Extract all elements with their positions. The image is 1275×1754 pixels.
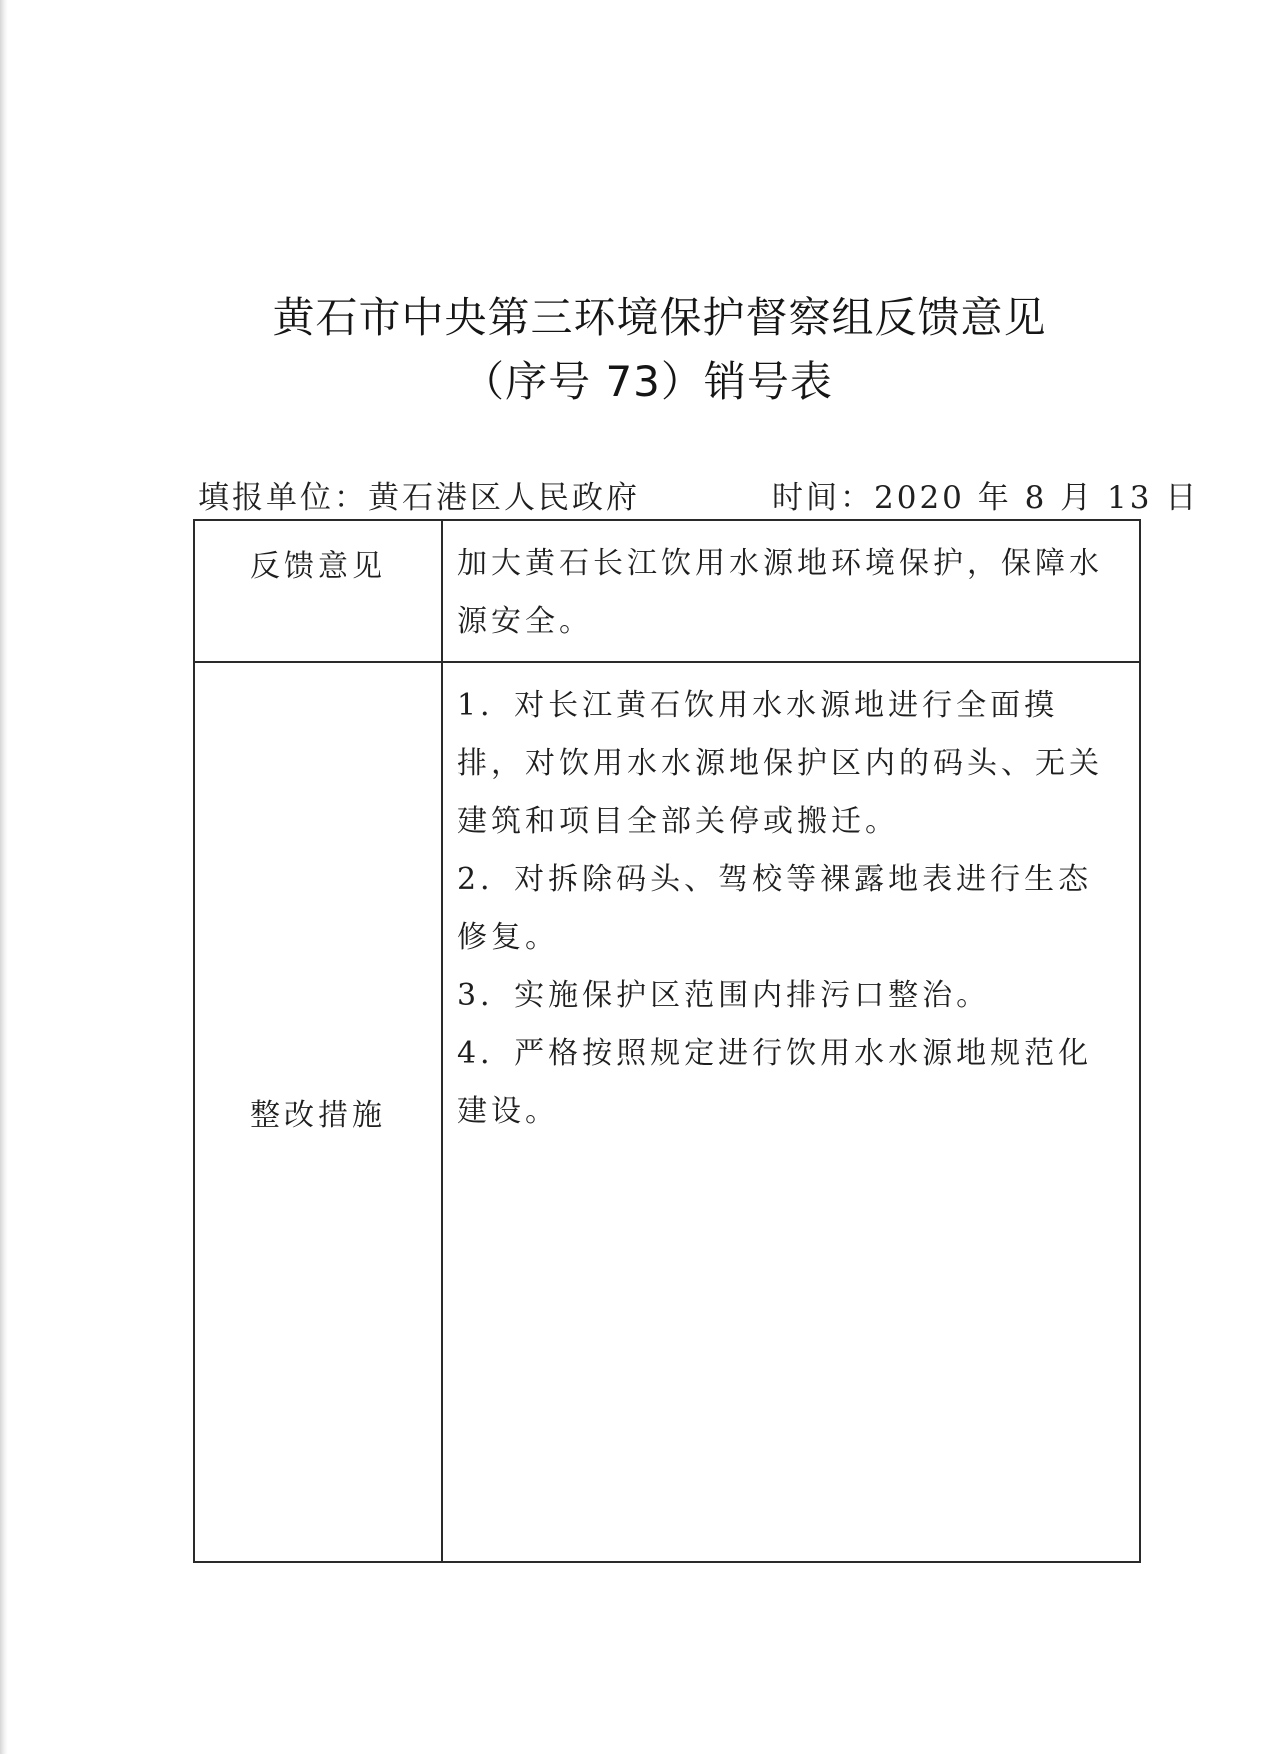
feedback-paragraph: 加大黄石长江饮用水源地环境保护，保障水源安全。 [457, 546, 1103, 639]
table-row-measures [194, 662, 1140, 1562]
measure-item-4: 4．严格按照规定进行饮用水水源地规范化建设。 [457, 1036, 1093, 1129]
report-date: 时间：2020 年 8 月 13 日 [772, 480, 1200, 516]
measures-label: 整改措施 [194, 662, 442, 1562]
document-title: 黄石市中央第三环境保护督察组反馈意见 [272, 293, 1047, 342]
measures-list [442, 662, 1140, 1562]
document-subtitle: （序号 73）销号表 [462, 357, 833, 406]
measure-item-3: 3．实施保护区范围内排污口整治。 [457, 978, 991, 1013]
measure-item-1: 1．对长江黄石饮用水水源地进行全面摸排，对饮用水水源地保护区内的码头、无关建筑和项目全部关停或搬迁。 [457, 688, 1103, 839]
measure-item-2: 2．对拆除码头、驾校等裸露地表进行生态修复。 [457, 862, 1093, 955]
feedback-label: 反馈意见 [194, 520, 442, 662]
feedback-text [442, 520, 1140, 662]
reporting-unit: 填报单位：黄石港区人民政府 [198, 480, 640, 516]
rectification-table [193, 519, 1141, 1563]
scan-edge-shadow [0, 0, 8, 1754]
table-row-feedback [194, 520, 1140, 662]
